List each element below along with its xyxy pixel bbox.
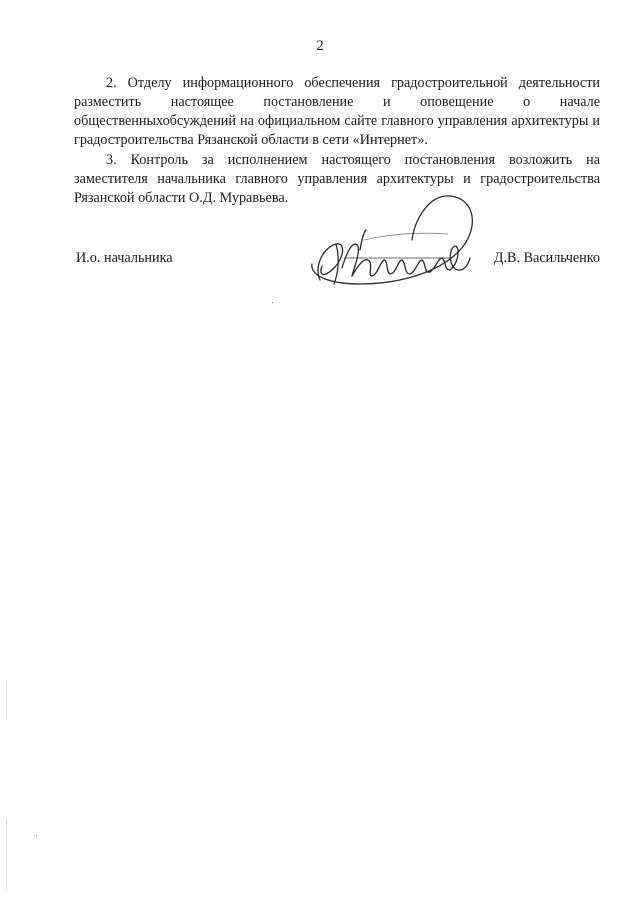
scan-speck <box>272 302 273 303</box>
paragraph-2: 2. Отделу информационного обеспечения градостроительной деятельности разместить настоящее постановление и оповещение о начале общественныхобсуждений на официальном сайте главного управления архитектуры и градостроительства Рязанской области в сети «Интернет». <box>74 75 600 148</box>
scan-edge-marks <box>6 820 8 890</box>
paragraph-3: 3. Контроль за исполнением настоящего постановления возложить на заместителя начальника главного управления архитектуры и градостроительства Рязанской области О.Д. Муравьева. <box>74 152 600 206</box>
scan-edge-marks <box>6 680 8 720</box>
page-number: 2 <box>316 38 324 54</box>
signatory-title: И.о. начальника <box>76 250 173 266</box>
handwritten-signature <box>300 188 490 298</box>
signatory-name: Д.В. Васильченко <box>493 250 600 266</box>
scan-speck <box>36 835 37 836</box>
